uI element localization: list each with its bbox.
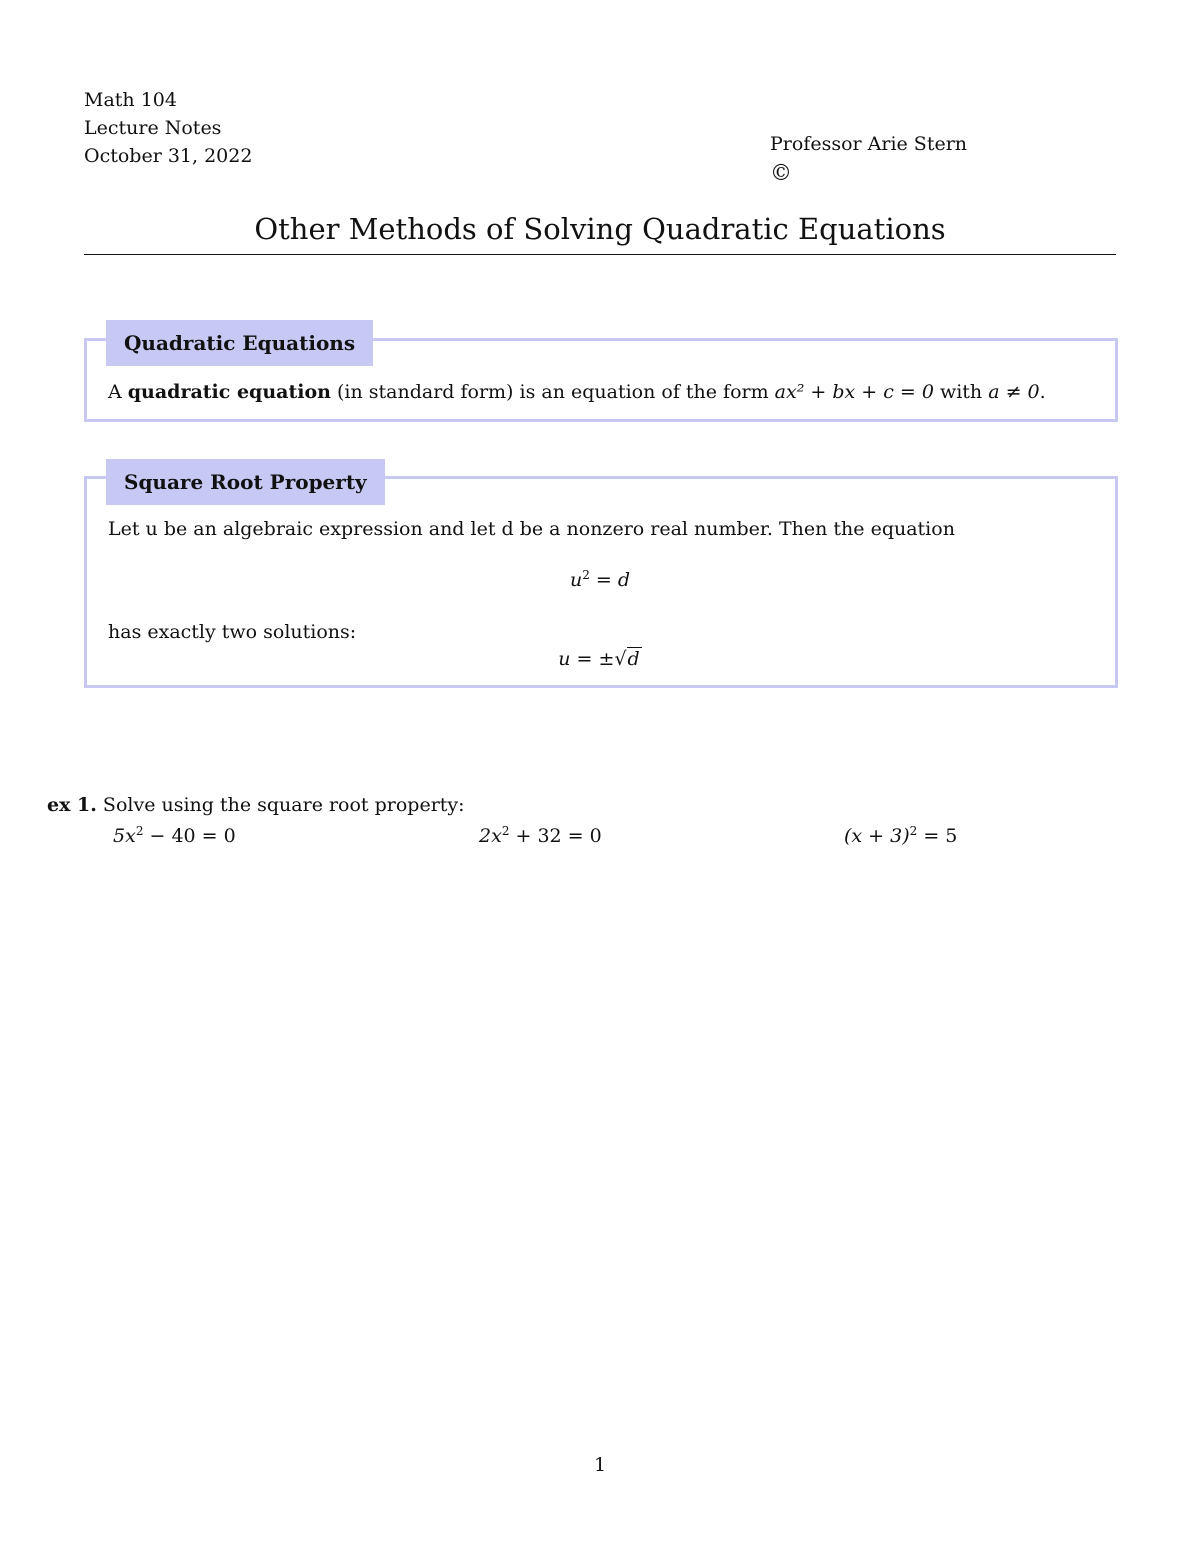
definition-middle: (in standard form) is an equation of the form	[330, 381, 775, 403]
page-title: Other Methods of Solving Quadratic Equations	[254, 212, 946, 246]
equation-rhs: = d	[589, 569, 631, 591]
professor-name: Professor Arie Stern	[770, 133, 968, 155]
problem-2-exponent: 2	[501, 824, 510, 838]
square-root-equation	[84, 568, 1116, 591]
document-type: Lecture Notes	[84, 117, 222, 139]
definition-end: .	[1039, 381, 1046, 403]
example-line	[47, 794, 465, 816]
definition-prefix: A	[108, 381, 128, 403]
problem-2-rhs: + 32 = 0	[509, 825, 602, 847]
sqrt-symbol: √	[614, 648, 627, 670]
equation-variable: u	[569, 569, 583, 591]
example-instruction: Solve using the square root property:	[102, 794, 465, 816]
copyright-symbol: ©	[770, 161, 792, 186]
problem-2	[479, 824, 602, 847]
problem-3	[844, 824, 957, 847]
definition-with: with	[933, 381, 989, 403]
lecture-date: October 31, 2022	[84, 145, 253, 167]
problem-2-lhs: 2x	[479, 825, 502, 847]
problem-1-exponent: 2	[135, 824, 144, 838]
nonzero-condition: a ≠ 0	[988, 381, 1040, 403]
square-root-intro: Let u be an algebraic expression and let d be a nonzero real number. Then the equation	[108, 518, 955, 540]
problem-3-exponent: 2	[909, 824, 918, 838]
solution-lhs: u = ±	[558, 648, 615, 670]
equation-exponent: 2	[582, 568, 590, 582]
course-name: Math 104	[84, 89, 177, 111]
page-number: 1	[593, 1454, 607, 1476]
solution-radicand: d	[627, 648, 640, 670]
problem-3-lhs: (x + 3)	[844, 825, 910, 847]
square-root-property-heading: Square Root Property	[106, 459, 385, 505]
quadratic-equations-heading: Quadratic Equations	[106, 320, 373, 366]
solutions-text: has exactly two solutions:	[108, 621, 357, 643]
problem-3-rhs: = 5	[917, 825, 958, 847]
example-label: ex 1.	[47, 794, 97, 816]
title-rule	[84, 254, 1116, 255]
standard-form-equation: ax² + bx + c = 0	[774, 381, 934, 403]
problem-1	[113, 824, 236, 847]
problem-1-rhs: − 40 = 0	[143, 825, 236, 847]
solution-equation	[84, 648, 1116, 670]
definition-term: quadratic equation	[127, 381, 331, 403]
quadratic-definition	[108, 381, 1046, 403]
problem-1-lhs: 5x	[113, 825, 136, 847]
